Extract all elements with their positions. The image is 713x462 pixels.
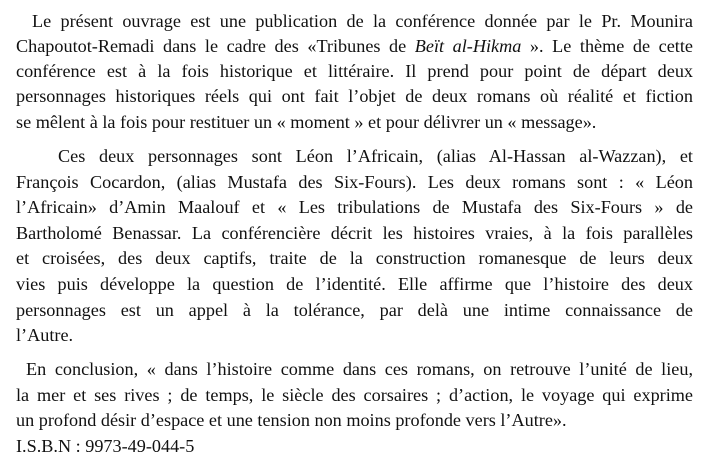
italic-title: Beït al-Hikma	[414, 36, 522, 56]
text-line: se mêlent à la fois pour restituer un « moment » et pour délivrer un « message».	[16, 112, 597, 132]
text-line: vies puis développe la question de l’identité. Elle affirme que l’histoire des deux	[16, 274, 693, 294]
text-line: et croisées, des deux captifs, traite de la construction romanesque de leurs deux	[16, 248, 693, 268]
text-line: personnages est un appel à la tolérance, par delà une intime connaissance de	[16, 300, 693, 320]
text-line: Ces deux personnages sont Léon l’Africain, (alias Al-Hassan al-Wazzan), et	[58, 146, 693, 166]
text-line: En conclusion, « dans l’histoire comme dans ces romans, on retrouve l’unité de lieu,	[26, 359, 693, 379]
text-line: l’Autre.	[16, 325, 74, 345]
text-line: Chapoutot-Remadi dans le cadre des «Tribunes de Beït al-Hikma ». Le thème de cette	[16, 36, 693, 56]
text-line: un profond désir d’espace et une tension non moins profonde vers l’Autre».	[16, 410, 567, 430]
text-line: François Cocardon, (alias Mustafa des Six-Fours). Les deux romans sont : « Léon	[16, 172, 693, 192]
text-line: la mer et ses rives ; de temps, le siècle des corsaires ; d’action, le voyage qui exprime	[16, 385, 693, 405]
text-line: Bartholomé Benassar. La conférencière décrit les histoires vraies, à la fois parallèles	[16, 223, 693, 243]
text-line: conférence est à la fois historique et littéraire. Il prend pour point de départ deux	[16, 61, 693, 81]
text-line: personnages historiques réels qui ont fait l’objet de deux romans où réalité et fiction	[16, 86, 693, 106]
text-line: l’Africain» d’Amin Maalouf et « Les tribulations de Mustafa des Six-Fours » de	[16, 197, 693, 217]
isbn-number: I.S.B.N : 9973-49-044-5	[16, 436, 195, 456]
text-line: Le présent ouvrage est une publication de la conférence donnée par le Pr. Mounira	[32, 11, 693, 31]
